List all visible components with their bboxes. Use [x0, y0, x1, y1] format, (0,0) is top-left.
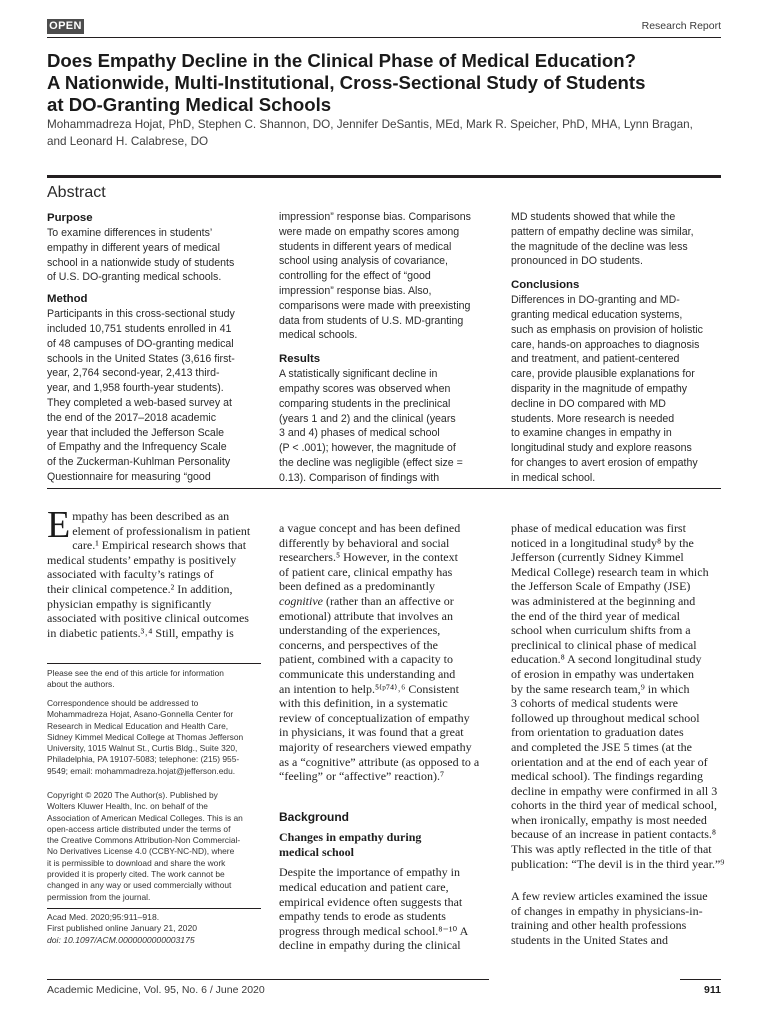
- method-line: included 10,751 students enrolled in 41: [47, 322, 232, 335]
- intro-paragraph: [47, 504, 262, 640]
- method-line: of the Zuckerman-Kuhlman Personality: [47, 456, 231, 469]
- body-line: and completed the JSE 5 times (at the: [511, 739, 692, 754]
- conclusions-line: granting medical education systems,: [511, 308, 683, 321]
- conclusions-line: care, hands-on approaches to diagnosis: [511, 338, 700, 351]
- header-rule: [47, 37, 721, 38]
- body-line: A few review articles examined the issue: [511, 889, 708, 904]
- body-line: review of conceptualization of empathy: [279, 710, 470, 725]
- body-line: education.⁸ A second longitudinal study: [511, 652, 702, 667]
- subsection-heading-line: medical school: [279, 844, 354, 859]
- body-column-3: [511, 521, 726, 948]
- note-rule-bottom: [47, 908, 261, 909]
- results-line: pronounced in DO students.: [511, 255, 643, 268]
- method-line: school using analysis of covariance,: [279, 255, 449, 268]
- conclusions-line: Differences in DO-granting and MD-: [511, 294, 680, 307]
- title-line: Does Empathy Decline in the Clinical Phase of Medical Education?: [47, 50, 636, 71]
- method-line: data from students of U.S. MD-granting: [279, 314, 464, 327]
- body-line: patient, combined with a capacity to: [279, 652, 453, 667]
- body-line: preclinical to clinical phase of medical: [511, 637, 697, 652]
- body-line: Jefferson (currently Sidney Kimmel: [511, 550, 684, 565]
- method-text: [47, 307, 262, 485]
- background-heading: Background: [279, 809, 350, 824]
- published-line: First published online January 21, 2020: [47, 923, 198, 934]
- body-line: followed up throughout medical school: [511, 710, 700, 725]
- body-line: Despite the importance of empathy in: [279, 865, 460, 880]
- note-line: permission from the journal.: [47, 891, 151, 902]
- conclusions-line: to examine changes in empathy in: [511, 427, 672, 440]
- body-line: was administered at the beginning and: [511, 593, 696, 608]
- body-line: majority of researchers viewed empathy: [279, 739, 472, 754]
- citation-line: Acad Med. 2020;95:911–918.: [47, 912, 160, 922]
- results-heading: Results: [279, 353, 321, 366]
- purpose-line: school in a nationwide study of students: [47, 256, 235, 269]
- method-line: year, 2,764 second-year, 2,413 third-: [47, 367, 220, 380]
- method-line: year that included the Jefferson Scale: [47, 426, 225, 439]
- body-line: mpathy has been described as an: [72, 509, 230, 523]
- body-line: from orientation to graduation dates: [511, 725, 684, 740]
- results-line: A statistically significant decline in: [279, 368, 438, 381]
- note-line: No Derivatives License 4.0 (CCBY-NC-ND), where: [47, 846, 235, 857]
- body-line: Medical College) research team in which: [511, 564, 709, 579]
- purpose-line: empathy in different years of medical: [47, 241, 220, 254]
- body-line: been defined as a predominantly: [279, 579, 435, 594]
- body-line: the Jefferson Scale of Empathy (JSE): [511, 579, 691, 594]
- body-line: care.¹ Empirical research shows that: [72, 538, 247, 553]
- body-line: their clinical competence.² In addition,: [47, 581, 233, 596]
- body-column-2: [279, 521, 494, 953]
- author-line: Mohammadreza Hojat, PhD, Stephen C. Shannon, DO, Jennifer DeSantis, MEd, Mark R. Speicher, PhD, MHA, Lynn Bragan,: [47, 118, 693, 131]
- body-line: the end of the third year of medical: [511, 608, 680, 623]
- note-line: Correspondence should be addressed to: [47, 698, 199, 708]
- results-line: (years 1 and 2) and the clinical (years: [279, 412, 456, 425]
- body-line: because of an increase in patient contacts.⁸: [511, 827, 717, 842]
- results-line: the magnitude of the decline was less: [511, 240, 688, 253]
- page-number: 911: [704, 984, 721, 996]
- body-line: communicate this understanding and: [279, 666, 456, 681]
- body-line: training and other health professions: [511, 918, 687, 933]
- results-line: 0.13). Comparison of findings with: [279, 471, 440, 484]
- note-line: Sidney Kimmel Medical College at Thomas Jefferson: [47, 731, 244, 742]
- citation-block: [47, 912, 261, 946]
- author-line: and Leonard H. Calabrese, DO: [47, 135, 209, 148]
- body-line: emotional) attribute that involves an: [279, 608, 453, 623]
- subsection-heading-line: Changes in empathy during: [279, 830, 422, 845]
- body-line: differently by behavioral and social: [279, 535, 450, 550]
- purpose-heading: Purpose: [47, 212, 93, 224]
- body-line: when ironically, empathy is most needed: [511, 812, 707, 827]
- abstract-column-1: [47, 210, 262, 485]
- conclusions-line: and treatment, and patient-centered: [511, 353, 680, 366]
- footer-rule: [47, 979, 489, 980]
- footer-page-rule: [680, 979, 721, 980]
- title-line: at DO-Granting Medical Schools: [47, 94, 332, 115]
- body-line: in physicians, it was found that a great: [279, 725, 464, 740]
- body-column-1: [47, 504, 262, 640]
- body-line: noticed in a longitudinal study⁸ by the: [511, 535, 694, 550]
- note-line: University, 1015 Walnut St., Curtis Bldg., Suite 320,: [47, 743, 238, 754]
- purpose-line: of U.S. DO-granting medical schools.: [47, 271, 222, 284]
- body-line: with this definition, in a systematic: [279, 696, 448, 711]
- method-line: schools in the United States (3,616 first-: [47, 352, 235, 365]
- conclusions-text: [511, 293, 726, 485]
- journal-footer: Academic Medicine, Vol. 95, No. 6 / June 2020: [47, 984, 265, 996]
- copyright-note: [47, 790, 261, 903]
- body-line: associated with faculty’s ratings of: [47, 567, 214, 582]
- conclusions-line: for changes to avert erosion of empathy: [511, 456, 698, 469]
- note-line: provided it is properly cited. The work cannot be: [47, 869, 225, 880]
- body-line: school when curriculum shifts from a: [511, 623, 691, 638]
- method-line: comparisons were made with preexisting: [279, 299, 471, 312]
- method-line: of Empathy and the Infrequency Scale: [47, 441, 227, 454]
- method-line: controlling for the effect of “good: [279, 270, 431, 283]
- method-line: students in different years of medical: [279, 240, 452, 253]
- conclusions-line: decline in DO compared with MD: [511, 397, 666, 410]
- body-line: physician empathy is significantly: [47, 596, 212, 611]
- body-line: cognitive (rather than an affective or: [279, 593, 454, 608]
- abstract-column-3: [511, 210, 726, 486]
- body-line: of patient care, clinical empathy has: [279, 564, 453, 579]
- body-line: publication: “The devil is in the third year.”⁹: [511, 856, 725, 871]
- body-line: medical school). The findings regarding: [511, 769, 704, 784]
- article-title: [47, 50, 737, 116]
- definition-paragraph: [279, 521, 494, 784]
- conclusions-line: students. More research is needed: [511, 412, 675, 425]
- body-line: by the same research team,⁹ in which: [511, 681, 690, 696]
- body-line: orientation and at the end of each year of: [511, 754, 708, 769]
- results-line: MD students showed that while the: [511, 211, 676, 223]
- purpose-text: [47, 226, 262, 285]
- method-line: impression” response bias. Comparisons: [279, 211, 471, 223]
- body-line: 3 cohorts of medical students were: [511, 696, 678, 711]
- open-access-badge: OPEN: [47, 19, 84, 34]
- doi-line: doi: 10.1097/ACM.0000000000003175: [47, 934, 195, 945]
- conclusions-line: such as emphasis on provision of holistic: [511, 323, 703, 336]
- body-line: in diabetic patients.³˒⁴ Still, empathy is: [47, 625, 234, 640]
- body-line: students in the United States and: [511, 933, 668, 948]
- note-line: Research in Medical Education and Health Care,: [47, 720, 229, 731]
- method-line: the end of the 2017–2018 academic: [47, 411, 217, 424]
- conclusions-line: in medical school.: [511, 471, 596, 484]
- method-line: They completed a web-based survey at: [47, 396, 232, 409]
- method-heading: Method: [47, 293, 88, 306]
- conclusions-line: care, provide plausible explanations for: [511, 368, 695, 381]
- method-text-continued: [279, 210, 494, 343]
- body-line: of erosion in empathy was undertaken: [511, 666, 694, 681]
- results-line: the decline was negligible (effect size =: [279, 456, 463, 469]
- body-line: empirical evidence often suggests that: [279, 894, 463, 909]
- conclusions-heading: Conclusions: [511, 279, 580, 292]
- method-line: year, and 1,958 fourth-year students).: [47, 382, 224, 395]
- note-rule-top: [47, 663, 261, 664]
- body-line: a vague concept and has been defined: [279, 521, 461, 535]
- abstract-heading: Abstract: [47, 184, 106, 201]
- body-line: medical students’ empathy is positively: [47, 552, 237, 567]
- title-line: A Nationwide, Multi-Institutional, Cross-Sectional Study of Students: [47, 72, 646, 93]
- abstract-column-2: [279, 210, 494, 486]
- body-line: understanding of the experiences,: [279, 623, 441, 638]
- conclusions-line: longitudinal study and explore reasons: [511, 442, 692, 455]
- author-list: [47, 116, 727, 150]
- correspondence-note: [47, 698, 261, 777]
- body-line: medical education and patient care,: [279, 880, 449, 895]
- method-line: medical schools.: [279, 329, 358, 342]
- body-line: decline in empathy were confirmed in all 3: [511, 783, 718, 798]
- body-line: as a “cognitive” attribute (as opposed to a: [279, 754, 480, 769]
- body-line: associated with positive clinical outcomes: [47, 611, 249, 626]
- body-line: concerns, and perspectives of the: [279, 637, 438, 652]
- results-text-continued: [511, 210, 726, 269]
- body-line: cohorts in the third year of medical school,: [511, 798, 717, 813]
- note-line: about the authors.: [47, 679, 115, 690]
- report-type-label: Research Report: [641, 20, 721, 32]
- method-line: Questionnaire for measuring “good: [47, 470, 211, 483]
- body-line: element of professionalism in patient: [72, 523, 251, 538]
- note-line: changed in any way or used commercially without: [47, 880, 232, 891]
- body-line: an intention to help.⁵⁽ᵖ⁷⁴⁾˒⁶ Consistent: [279, 681, 460, 696]
- note-line: Association of American Medical Colleges. This is an: [47, 812, 243, 823]
- body-line: “feeling” or “affective” reaction).⁷: [279, 769, 445, 784]
- results-line: 3 and 4) phases of medical school: [279, 427, 440, 440]
- longitudinal-paragraph: [511, 521, 726, 871]
- method-line: were made on empathy scores among: [279, 225, 460, 238]
- results-line: (P < .001); however, the magnitude of: [279, 442, 456, 455]
- abstract-bottom-rule: [47, 488, 721, 489]
- note-line: Mohammadreza Hojat, Asano-Gonnella Center for: [47, 709, 234, 720]
- body-line: of changes in empathy in physicians-in-: [511, 903, 703, 918]
- note-line: 9549; email: mohammadreza.hojat@jefferson.edu.: [47, 765, 236, 776]
- purpose-line: To examine differences in students’: [47, 227, 213, 239]
- drop-cap: E: [47, 504, 71, 546]
- note-line: open-access article distributed under the terms of: [47, 823, 231, 834]
- review-paragraph: [511, 889, 726, 947]
- note-line: Copyright © 2020 The Author(s). Published by: [47, 790, 218, 800]
- background-paragraph: [279, 865, 494, 953]
- body-line: This was aptly reflected in the title of that: [511, 842, 712, 857]
- note-line: it is permissible to download and share the work: [47, 857, 226, 868]
- body-line: empathy tends to erode as students: [279, 909, 446, 924]
- body-line: decline in empathy during the clinical: [279, 938, 461, 953]
- results-text: [279, 367, 494, 485]
- method-line: of 48 campuses of DO-granting medical: [47, 337, 234, 350]
- body-line: phase of medical education was first: [511, 521, 686, 535]
- note-line: Philadelphia, PA 19107-5083; telephone: (215) 955-: [47, 754, 240, 765]
- abstract-rule: [47, 175, 721, 178]
- note-line: the Creative Commons Attribution-Non Commercial-: [47, 835, 241, 846]
- results-line: comparing students in the preclinical: [279, 397, 451, 410]
- body-line: progress through medical school.⁸⁻¹⁰ A: [279, 923, 469, 938]
- method-line: Participants in this cross-sectional study: [47, 308, 235, 321]
- note-line: Wolters Kluwer Health, Inc. on behalf of the: [47, 801, 208, 812]
- conclusions-line: disparity in the magnitude of empathy: [511, 382, 688, 395]
- body-line: researchers.⁵ However, in the context: [279, 550, 458, 565]
- note-line: Please see the end of this article for information: [47, 668, 224, 678]
- results-line: empathy scores was observed when: [279, 382, 451, 395]
- method-line: impression” response bias. Also,: [279, 284, 432, 297]
- authors-info-note: [47, 668, 261, 691]
- results-line: pattern of empathy decline was similar,: [511, 225, 694, 238]
